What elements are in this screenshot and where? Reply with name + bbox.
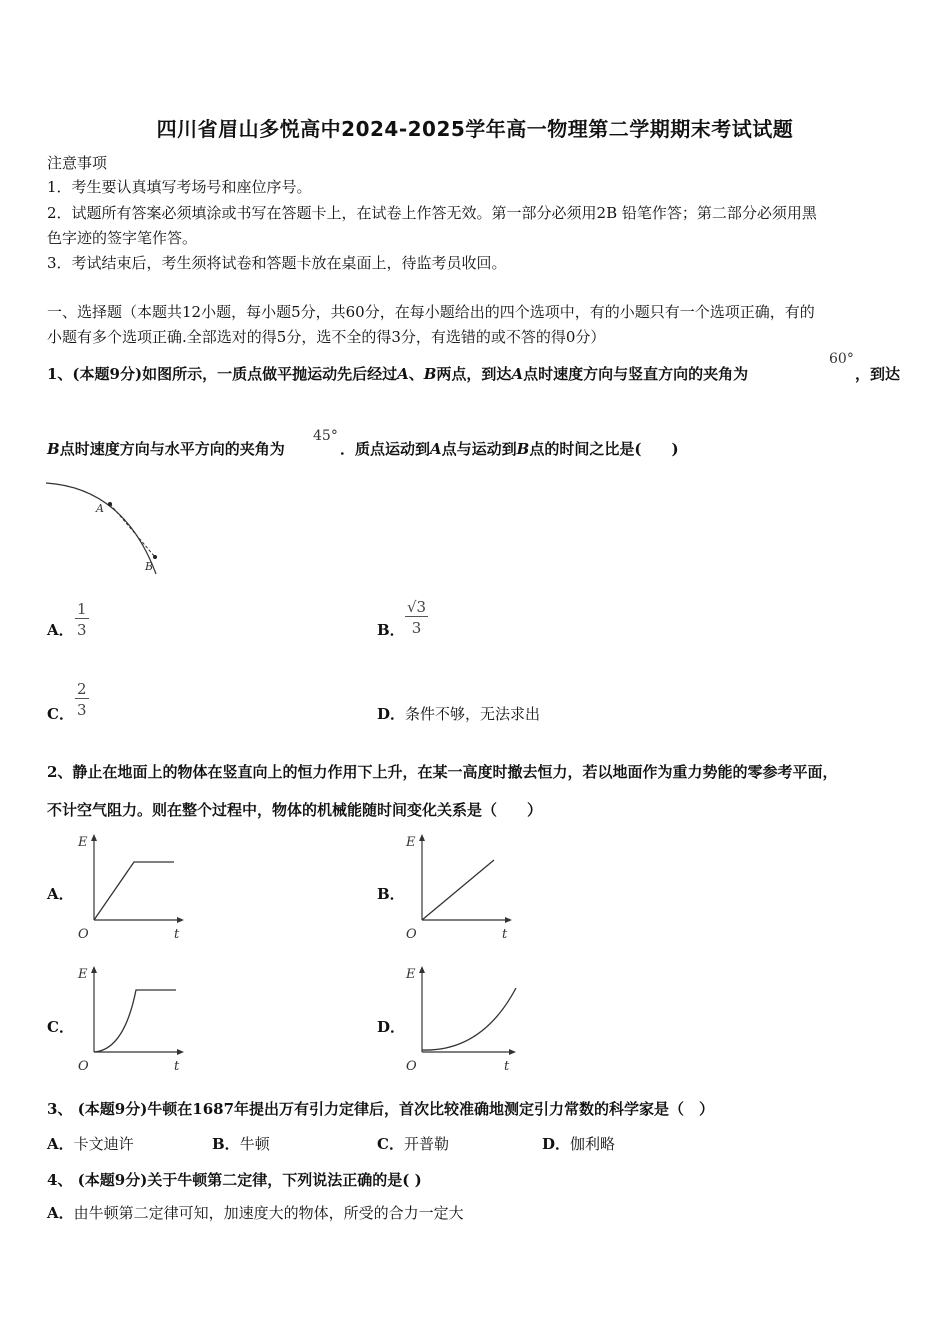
q1-angle-60: 60° (829, 351, 854, 367)
q3-option-a-label: A． (47, 1135, 74, 1153)
q3-option-a-text: 卡文迪许 (73, 1135, 134, 1153)
q1-option-c-label[interactable]: C． (47, 705, 74, 723)
q3-option-d-text: 伽利略 (570, 1135, 616, 1153)
q1-point-a: A (397, 365, 409, 383)
fraction-numerator: √3 (407, 598, 427, 616)
q2-graph-b[interactable] (402, 828, 514, 942)
fraction-denominator: 3 (75, 618, 89, 639)
q2-graph-c[interactable] (74, 960, 186, 1074)
q4-stem: 4、 (本题9分)关于牛顿第二定律，下列说法正确的是( ) (47, 1171, 422, 1189)
q3-option-c-text: 开普勒 (403, 1135, 449, 1153)
q1-point-b: B (47, 440, 60, 458)
q3-option-c[interactable] (377, 1134, 449, 1154)
axis-o-label: O (406, 1059, 417, 1074)
axis-e-label: E (406, 967, 416, 982)
q1-text: ．质点运动到 (340, 440, 431, 458)
q3-stem: 3、 (本题9分)牛顿在1687年提出万有引力定律后，首次比较准确地测定引力常数的科学家是（ ） (47, 1100, 715, 1118)
x-axis-arrow (509, 1049, 516, 1055)
q1-trajectory-figure (44, 478, 174, 576)
q1-stem-line2-end (340, 439, 679, 459)
figure-label-a: A (96, 502, 104, 515)
point-b-dot (153, 555, 157, 559)
q2-graph-d[interactable] (402, 960, 522, 1074)
trajectory-curve (46, 483, 156, 574)
notice-heading: 注意事项 (47, 154, 108, 172)
axis-e-label: E (78, 967, 88, 982)
q3-option-b[interactable] (212, 1134, 270, 1154)
axis-t-label: t (504, 1059, 510, 1074)
q3-option-d[interactable] (542, 1134, 615, 1154)
energy-curve (94, 862, 174, 920)
q1-option-b-label[interactable]: B． (377, 621, 405, 639)
y-axis-arrow (91, 966, 97, 973)
point-a-dot (108, 502, 112, 506)
q4-option-a[interactable] (47, 1203, 464, 1223)
axis-e-label: E (406, 835, 416, 850)
q2-stem-line2: 不计空气阻力。则在整个过程中，物体的机械能随时间变化关系是（ ） (47, 801, 543, 819)
q1-stem-line1 (47, 364, 748, 384)
q1-text: 点的时间之比是( ) (529, 440, 679, 458)
y-axis-arrow (91, 834, 97, 841)
x-axis-arrow (177, 1049, 184, 1055)
q1-point-a: A (511, 365, 524, 383)
notice-item-2-cont: 色字迹的签字笔作答。 (47, 229, 198, 247)
q1-point-b: B (423, 365, 437, 383)
q2-option-a-label[interactable]: A． (47, 885, 74, 903)
fraction-numerator: 2 (77, 680, 87, 698)
y-axis-arrow (419, 966, 425, 973)
axis-o-label: O (78, 927, 89, 942)
q1-angle-45: 45° (313, 428, 338, 444)
notice-item-2: 2．试题所有答案必须填涂或书写在答题卡上，在试卷上作答无效。第一部分必须用2B 铅笔作答；第二部分必须用黑 (47, 204, 817, 222)
q1-option-a-label[interactable]: A． (47, 621, 74, 639)
energy-curve (422, 988, 516, 1050)
q1-stem-line2 (47, 439, 285, 459)
q1-text: 两点，到达 (436, 365, 512, 383)
q3-option-b-label: B． (212, 1135, 240, 1153)
q4-option-a-text: 由牛顿第二定律可知，加速度大的物体，所受的合力一定大 (73, 1204, 464, 1222)
q1-point-b: B (516, 440, 530, 458)
q1-option-d[interactable] (377, 704, 540, 724)
fraction-denominator: 3 (405, 616, 428, 637)
q1-text: 点时速度方向与竖直方向的夹角为 (523, 365, 749, 383)
q1-text: 点与运动到 (441, 440, 517, 458)
axis-o-label: O (406, 927, 417, 942)
axis-t-label: t (174, 927, 180, 942)
q3-option-a[interactable] (47, 1134, 134, 1154)
fraction-denominator: 3 (75, 698, 89, 719)
x-axis-arrow (177, 917, 184, 923)
q1-option-b-value[interactable] (405, 598, 428, 637)
figure-label-b: B (145, 560, 154, 573)
q1-option-c-value[interactable] (75, 680, 89, 719)
axis-o-label: O (78, 1059, 89, 1074)
axis-t-label: t (502, 927, 508, 942)
q1-text: 点时速度方向与水平方向的夹角为 (59, 440, 285, 458)
q1-option-d-text: 条件不够，无法求出 (405, 705, 541, 723)
energy-curve (422, 860, 494, 920)
section-heading: 一、选择题（本题共12小题，每小题5分，共60分，在每小题给出的四个选项中，有的小题只有一个选项正确，有的 (47, 303, 815, 321)
q2-option-c-label[interactable]: C． (47, 1018, 74, 1036)
y-axis-arrow (419, 834, 425, 841)
notice-item-3: 3．考试结束后，考生须将试卷和答题卡放在桌面上，待监考员收回。 (47, 254, 507, 272)
q2-option-b-label[interactable]: B． (377, 885, 405, 903)
axis-t-label: t (174, 1059, 180, 1074)
q1-text: 1、(本题9分)如图所示，一质点做平抛运动先后经过 (47, 365, 398, 383)
chord-line (110, 504, 155, 557)
q2-stem-line1: 2、静止在地面上的物体在竖直向上的恒力作用下上升，在某一高度时撤去恒力，若以地面作为重力势能的零参考平面， (47, 763, 838, 781)
q2-graph-a[interactable] (74, 828, 186, 942)
axis-e-label: E (78, 835, 88, 850)
notice-item-1: 1．考生要认真填写考场号和座位序号。 (47, 178, 312, 196)
page-title: 四川省眉山多悦高中2024-2025学年高一物理第二学期期末考试试题 (156, 117, 794, 141)
q2-option-d-label[interactable]: D． (377, 1018, 406, 1036)
energy-curve (94, 990, 176, 1052)
q4-option-a-label: A． (47, 1204, 74, 1222)
section-heading-cont: 小题有多个选项正确.全部选对的得5分，选不全的得3分，有选错的或不答的得0分） (47, 328, 606, 346)
q1-sep: 、 (408, 365, 424, 383)
q3-option-c-label: C． (377, 1135, 404, 1153)
q3-option-b-text: 牛顿 (239, 1135, 270, 1153)
q1-option-a-value[interactable] (75, 600, 89, 639)
q1-option-d-label: D． (377, 705, 406, 723)
q1-point-a: A (430, 440, 442, 458)
fraction-numerator: 1 (77, 600, 87, 618)
q3-option-d-label: D． (542, 1135, 571, 1153)
q1-stem-line1-end: ，到达 (855, 365, 901, 383)
x-axis-arrow (505, 917, 512, 923)
